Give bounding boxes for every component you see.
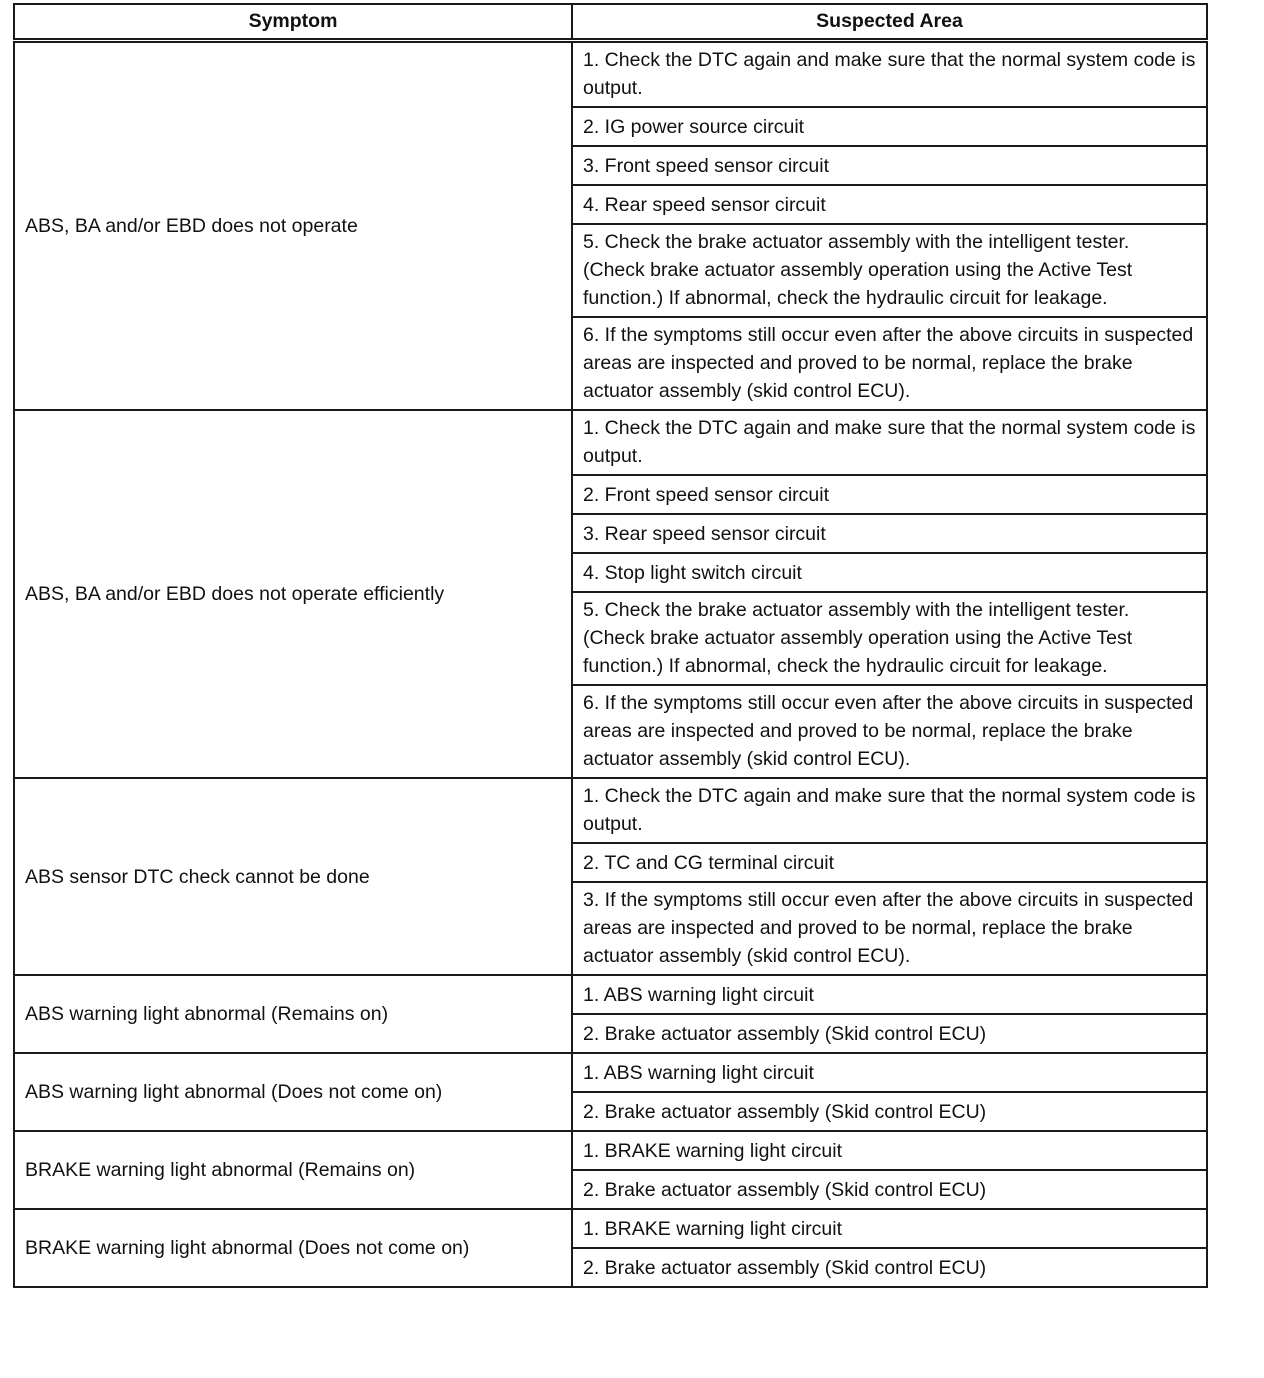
- suspected-area-cell: 1. Check the DTC again and make sure that the normal system code is output.: [572, 778, 1207, 843]
- suspected-area-cell: 2. Brake actuator assembly (Skid control ECU): [572, 1248, 1207, 1287]
- suspected-area-cell: 2. Brake actuator assembly (Skid control ECU): [572, 1170, 1207, 1209]
- suspected-area-cell: 3. If the symptoms still occur even after the above circuits in suspected areas are inspected and proved to be normal, replace the brake actuator assembly (skid control ECU).: [572, 882, 1207, 975]
- suspected-area-cell: 2. Brake actuator assembly (Skid control ECU): [572, 1014, 1207, 1053]
- symptom-table: [13, 3, 1208, 1288]
- suspected-area-cell: 2. IG power source circuit: [572, 107, 1207, 146]
- table-row: [14, 778, 1207, 843]
- table-row: [14, 1053, 1207, 1092]
- suspected-area-cell: 2. Front speed sensor circuit: [572, 475, 1207, 514]
- suspected-area-cell: 1. BRAKE warning light circuit: [572, 1131, 1207, 1170]
- symptom-cell: BRAKE warning light abnormal (Remains on): [14, 1131, 572, 1209]
- suspected-area-cell: 1. ABS warning light circuit: [572, 1053, 1207, 1092]
- table-row: [14, 975, 1207, 1014]
- suspected-area-cell: 3. Rear speed sensor circuit: [572, 514, 1207, 553]
- suspected-area-cell: 1. Check the DTC again and make sure that the normal system code is output.: [572, 410, 1207, 475]
- symptom-cell: ABS sensor DTC check cannot be done: [14, 778, 572, 975]
- table-row: [14, 41, 1207, 108]
- header-row: [14, 4, 1207, 41]
- suspected-area-cell: 6. If the symptoms still occur even after the above circuits in suspected areas are inspected and proved to be normal, replace the brake actuator assembly (skid control ECU).: [572, 685, 1207, 778]
- suspected-area-cell: 3. Front speed sensor circuit: [572, 146, 1207, 185]
- table-row: [14, 1131, 1207, 1170]
- table-body: [14, 41, 1207, 1288]
- suspected-area-cell: 5. Check the brake actuator assembly with the intelligent tester. (Check brake actuator assembly operation using the Active Test function.) If abnormal, check the hydraulic circuit for leakage.: [572, 224, 1207, 317]
- symptom-column-header: Symptom: [14, 4, 572, 41]
- suspected-area-column-header: Suspected Area: [572, 4, 1207, 41]
- suspected-area-cell: 6. If the symptoms still occur even after the above circuits in suspected areas are inspected and proved to be normal, replace the brake actuator assembly (skid control ECU).: [572, 317, 1207, 410]
- symptom-cell: ABS, BA and/or EBD does not operate: [14, 41, 572, 411]
- suspected-area-cell: 4. Stop light switch circuit: [572, 553, 1207, 592]
- symptom-cell: BRAKE warning light abnormal (Does not come on): [14, 1209, 572, 1287]
- suspected-area-cell: 1. ABS warning light circuit: [572, 975, 1207, 1014]
- symptom-cell: ABS, BA and/or EBD does not operate efficiently: [14, 410, 572, 778]
- suspected-area-cell: 2. Brake actuator assembly (Skid control ECU): [572, 1092, 1207, 1131]
- table-row: [14, 410, 1207, 475]
- symptom-cell: ABS warning light abnormal (Remains on): [14, 975, 572, 1053]
- suspected-area-cell: 1. Check the DTC again and make sure that the normal system code is output.: [572, 41, 1207, 108]
- suspected-area-cell: 2. TC and CG terminal circuit: [572, 843, 1207, 882]
- suspected-area-cell: 1. BRAKE warning light circuit: [572, 1209, 1207, 1248]
- table-row: [14, 1209, 1207, 1248]
- table-header: [14, 4, 1207, 41]
- suspected-area-cell: 5. Check the brake actuator assembly with the intelligent tester. (Check brake actuator assembly operation using the Active Test function.) If abnormal, check the hydraulic circuit for leakage.: [572, 592, 1207, 685]
- symptom-cell: ABS warning light abnormal (Does not come on): [14, 1053, 572, 1131]
- suspected-area-cell: 4. Rear speed sensor circuit: [572, 185, 1207, 224]
